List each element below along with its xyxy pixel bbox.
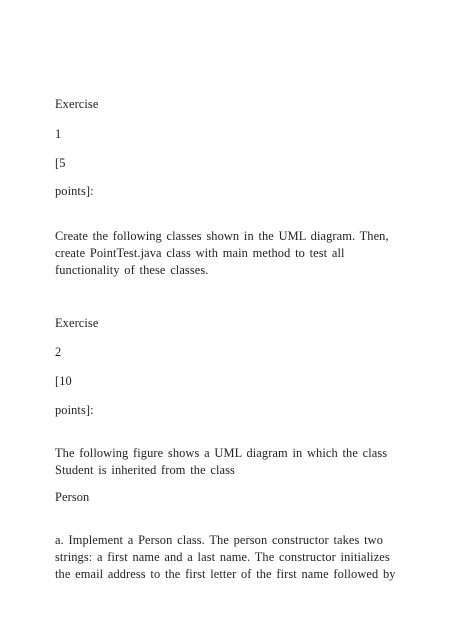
- exercise-1-heading: Exercise: [55, 97, 99, 111]
- exercise-2-part-a-line: the email address to the first letter of the first name followed by: [55, 567, 396, 581]
- exercise-2-description-line: The following figure shows a UML diagram in which the class: [55, 446, 388, 460]
- exercise-2-heading: Exercise: [55, 316, 99, 330]
- exercise-2-points-open: [10: [55, 374, 72, 388]
- exercise-1-description-line: functionality of these classes.: [55, 263, 209, 277]
- exercise-1-description-line: Create the following classes shown in the UML diagram. Then,: [55, 229, 389, 243]
- exercise-2-class-name: Person: [55, 490, 90, 504]
- exercise-2-part-a-line: strings: a first name and a last name. The constructor initializes: [55, 550, 390, 564]
- exercise-2-points-close: points]:: [55, 403, 94, 417]
- exercise-2-number: 2: [55, 345, 62, 359]
- exercise-1-points-close: points]:: [55, 184, 94, 198]
- exercise-1-description: [55, 228, 405, 279]
- exercise-1-description-line: create PointTest.java class with main method to test all: [55, 246, 345, 260]
- exercise-1-points-open: [5: [55, 156, 66, 170]
- exercise-2-part-a-line: a. Implement a Person class. The person constructor takes two: [55, 533, 384, 547]
- exercise-2-description-line: Student is inherited from the class: [55, 463, 235, 477]
- exercise-2-part-a: [55, 532, 405, 583]
- exercise-2-description: [55, 445, 405, 479]
- exercise-1-number: 1: [55, 127, 62, 141]
